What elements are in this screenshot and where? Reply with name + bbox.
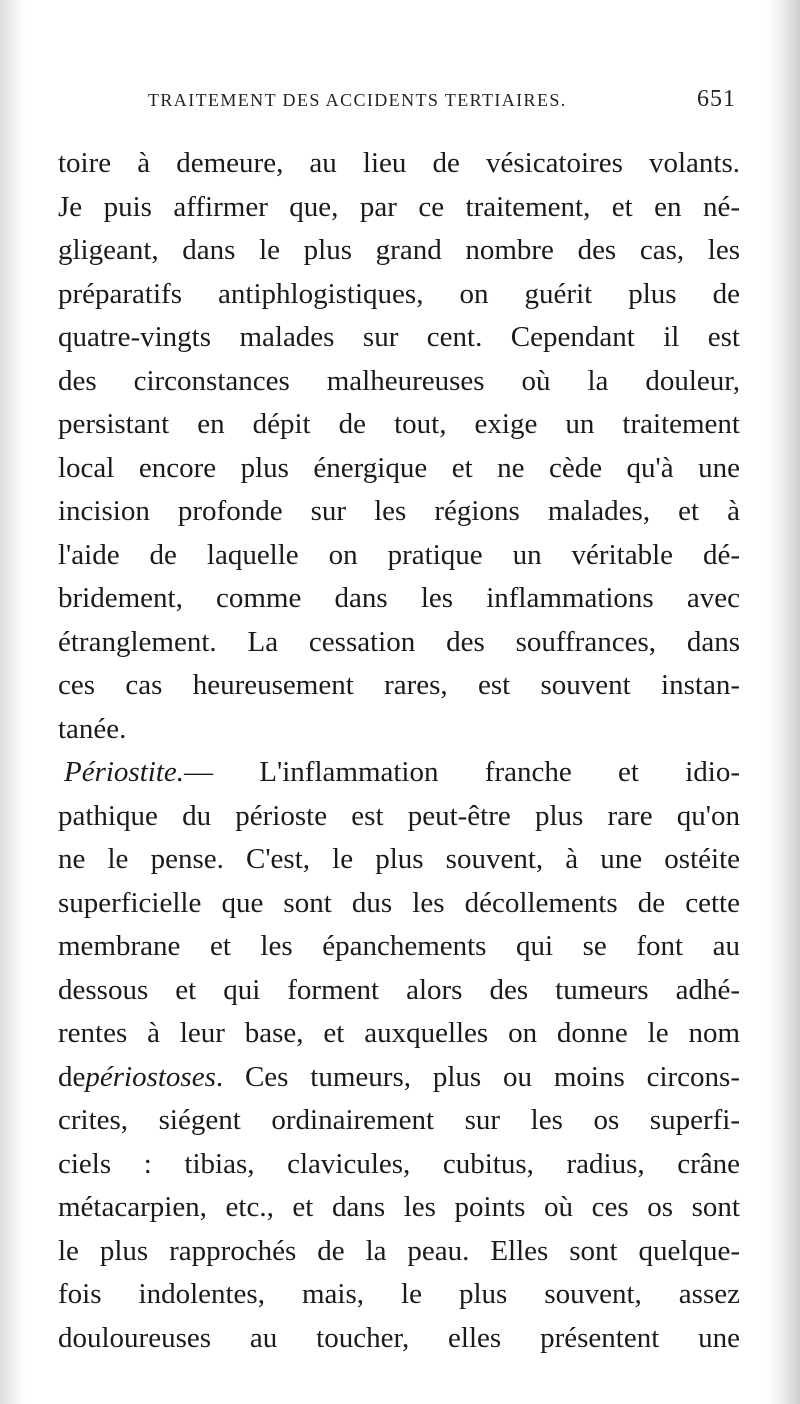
running-title: TRAITEMENT DES ACCIDENTS TERTIAIRES. xyxy=(148,90,567,110)
text-line: ciels : tibias, clavicules, cubitus, radius, crâne xyxy=(58,1147,740,1180)
text-line: toire à demeure, au lieu de vésicatoires volants. xyxy=(58,147,740,179)
text-line: fois indolentes, mais, le plus souvent, assez xyxy=(58,1278,740,1310)
text-line: le plus rapprochés de la peau. Elles sont quelque- xyxy=(58,1234,740,1267)
text-line: incision profonde sur les régions malades, et à xyxy=(58,495,740,527)
section-heading-periostite: Périostite. xyxy=(64,756,185,788)
text-line: tanée. xyxy=(58,712,127,745)
term-periostoses: périostoses xyxy=(85,1060,216,1093)
text-fragment: . Ces tumeurs, plus ou moins circons- xyxy=(215,1060,740,1093)
text-line: ne le pense. C'est, le plus souvent, à une ostéite xyxy=(58,843,740,875)
section-heading-line xyxy=(58,751,740,795)
text-line: dessous et qui forment alors des tumeurs adhé- xyxy=(58,973,740,1006)
text-line: membrane et les épanchements qui se font au xyxy=(58,930,740,962)
page-number: 651 xyxy=(697,86,736,112)
text-line: quatre-vingts malades sur cent. Cependant il est xyxy=(58,321,740,353)
text-line-periostoses xyxy=(58,1056,740,1100)
text-line: ces cas heureusement rares, est souvent instan- xyxy=(58,669,740,701)
text-line: bridement, comme dans les inflammations avec xyxy=(58,582,740,614)
body-text xyxy=(58,142,740,1360)
text-fragment: de xyxy=(58,1060,86,1093)
text-line: gligeant, dans le plus grand nombre des cas, les xyxy=(58,234,740,266)
text-line: douloureuses au toucher, elles présentent une xyxy=(58,1321,740,1354)
text-line: Je puis affirmer que, par ce traitement, et en né- xyxy=(58,190,740,223)
text-line: persistant en dépit de tout, exige un traitement xyxy=(58,408,740,440)
text-fragment: — L'inflammation franche et idio- xyxy=(184,756,740,788)
book-page xyxy=(58,86,740,1386)
text-line: métacarpien, etc., et dans les points où ces os sont xyxy=(58,1191,740,1223)
text-line: étranglement. La cessation des souffrances, dans xyxy=(58,625,740,658)
text-line: rentes à leur base, et auxquelles on donne le nom xyxy=(58,1017,740,1049)
text-line: local encore plus énergique et ne cède qu'à une xyxy=(58,451,740,484)
text-line: pathique du périoste est peut-être plus rare qu'on xyxy=(58,799,740,832)
text-line: préparatifs antiphlogistiques, on guérit plus de xyxy=(58,277,740,310)
text-line: crites, siégent ordinairement sur les os superfi- xyxy=(58,1104,740,1136)
text-line: superficielle que sont dus les décollements de cette xyxy=(58,886,740,919)
page-edge-shadow-left xyxy=(0,0,26,1404)
text-line: l'aide de laquelle on pratique un véritable dé- xyxy=(58,538,740,571)
text-line: des circonstances malheureuses où la douleur, xyxy=(58,364,740,397)
running-head xyxy=(58,86,740,120)
page-edge-shadow-right xyxy=(766,0,800,1404)
